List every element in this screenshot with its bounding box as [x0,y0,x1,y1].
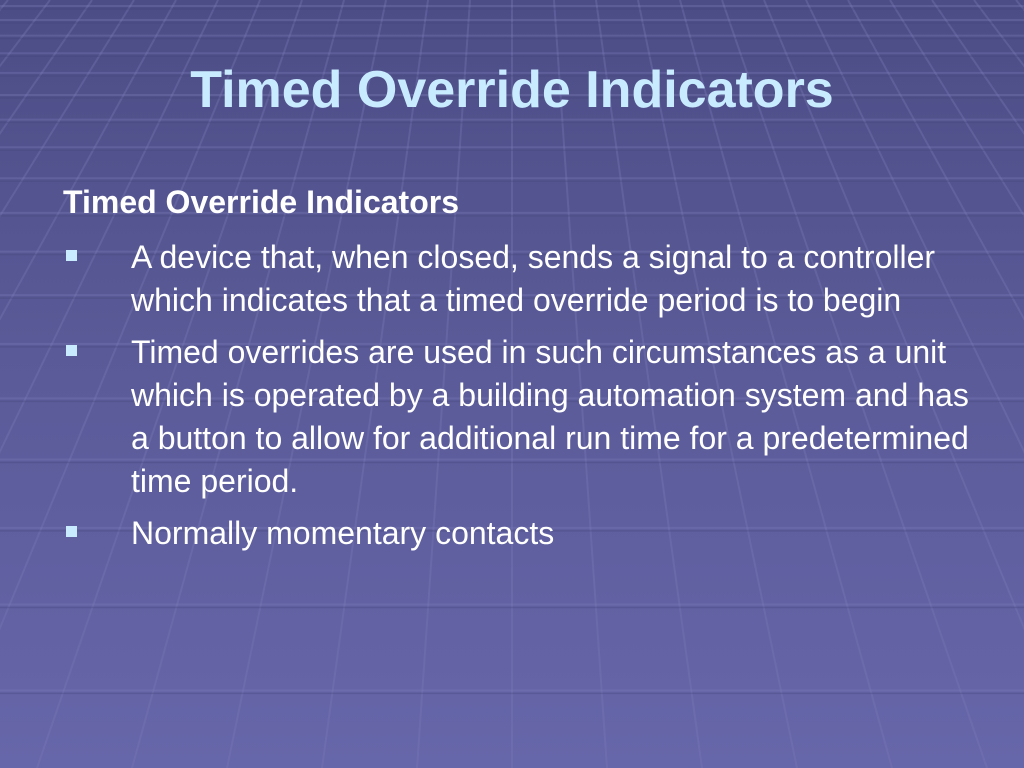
square-bullet-icon [66,250,77,261]
bullet-text: Timed overrides are used in such circumstances as a unit which is operated by a building automation system and has a button to allow for additional run time for a predetermined time period. [131,334,969,499]
square-bullet-icon [66,526,77,537]
square-bullet-icon [66,345,77,356]
bullet-item [63,236,973,322]
bullet-list [63,236,973,564]
bullet-text: Normally momentary contacts [131,515,555,551]
slide-subheading: Timed Override Indicators [63,184,459,220]
slide-title: Timed Override Indicators [190,61,834,119]
bullet-item [63,331,973,503]
bullet-text: A device that, when closed, sends a signal to a controller which indicates that a timed override period is to begin [131,239,936,318]
bullet-item [63,512,973,555]
